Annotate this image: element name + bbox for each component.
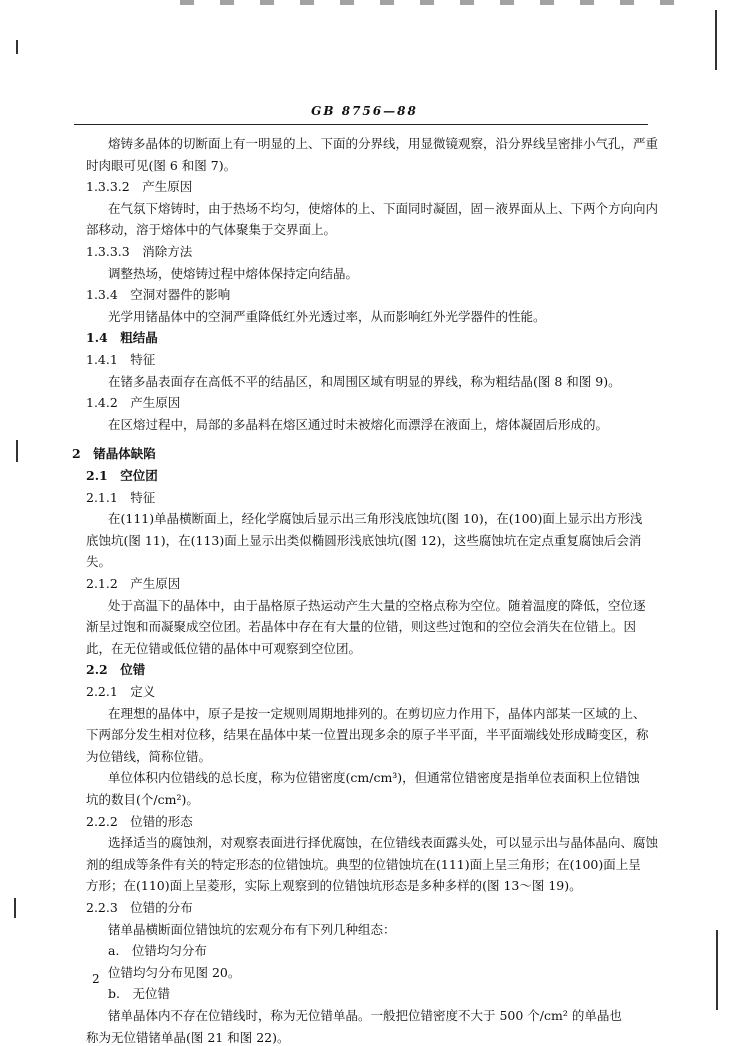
page-number: 2 [92, 972, 100, 986]
header-rule [74, 124, 648, 125]
text-line: 失。 [86, 554, 112, 570]
section-heading: 2.2 位错 [86, 662, 146, 678]
text-line: 在理想的晶体中，原子是按一定规则周期地排列的。在剪切应力作用下，晶体内部某一区域的上、 [108, 705, 646, 721]
text-line: 坑的数目(个/cm²)。 [86, 792, 199, 807]
text-line: 锗单晶横断面位错蚀坑的宏观分布有下列几种组态： [108, 921, 396, 937]
text-line: 锗单晶体内不存在位错线时，称为无位错单晶。一般把位错密度不大于 500 个/cm² 的单晶也 [108, 1008, 622, 1023]
text-line: 为位错线，简称位错。 [86, 748, 212, 764]
text-line: 2.1.2 产生原因 [86, 576, 181, 591]
text-line: 底蚀坑(图 11)，在(113)面上显示出类似椭圆形浅底蚀坑(图 12)，这些腐蚀坑在定点重复腐蚀后会消 [86, 532, 642, 548]
scan-artifact-top [180, 0, 700, 5]
text-line: 2.2.1 定义 [86, 684, 156, 699]
scan-artifact-left [16, 440, 18, 462]
text-line: 渐呈过饱和而凝聚成空位团。若晶体中存在有大量的位错，则这些过饱和的空位会消失在位错上。因 [86, 619, 637, 635]
text-line: 在(111)单晶横断面上，经化学腐蚀后显示出三角形浅底蚀坑(图 10)，在(100)面上显示出方形浅 [108, 511, 643, 527]
text-line: 时肉眼可见(图 6 和图 7)。 [86, 157, 237, 173]
text-line: 部移动，溶于熔体中的气体聚集于交界面上。 [86, 222, 337, 238]
text-line: 2.1.1 特征 [86, 489, 156, 505]
text-line: 1.3.3.2 产生原因 [86, 179, 193, 195]
text-line: 在区熔过程中，局部的多晶料在熔区通过时未被熔化而漂浮在液面上，熔体凝固后形成的。 [108, 416, 609, 432]
text-line: 光学用锗晶体中的空洞严重降低红外光透过率，从而影响红外光学器件的性能。 [108, 308, 546, 324]
text-line: 方形；在(110)面上呈菱形，实际上观察到的位错蚀坑形态是多种多样的(图 13～图 19)。 [86, 878, 582, 894]
scan-artifact-right [716, 930, 718, 1010]
text-line: 此，在无位错或低位错的晶体中可观察到空位团。 [86, 640, 362, 656]
scan-artifact-left [14, 898, 16, 918]
text-line: 单位体积内位错线的总长度，称为位错密度(cm/cm³)，但通常位错密度是指单位表面积上位错蚀 [108, 770, 640, 786]
text-line: 1.3.4 空洞对器件的影响 [86, 287, 231, 303]
text-line: 选择适当的腐蚀剂，对观察表面进行择优腐蚀，在位错线表面露头处，可以显示出与晶体晶向、腐蚀 [108, 835, 659, 851]
text-line: 位错均匀分布见图 20。 [108, 964, 241, 980]
text-line: 1.4.2 产生原因 [86, 395, 181, 411]
section-heading: 2 锗晶体缺陷 [72, 446, 156, 462]
text-line: 2.2.3 位错的分布 [86, 900, 193, 915]
text-line: 在锗多晶表面存在高低不平的结晶区，和周围区域有明显的界线，称为粗结晶(图 8 和图 9)。 [108, 373, 621, 389]
text-line: 剂的组成等条件有关的特定形态的位错蚀坑。典型的位错蚀坑在(111)面上呈三角形；在(100)面上呈 [86, 856, 641, 872]
scan-artifact-right [715, 10, 717, 70]
text-line: b. 无位错 [108, 986, 170, 1002]
text-line: 处于高温下的晶体中，由于晶格原子热运动产生大量的空格点称为空位。随着温度的降低，空位逐 [108, 597, 646, 613]
text-line: 2.2.2 位错的形态 [86, 813, 193, 829]
text-line: 下两部分发生相对位移，结果在晶体中某一位置出现多余的原子半平面，半平面端线处形成畸变区，称 [86, 727, 649, 743]
text-line: 在气氛下熔铸时，由于热场不均匀，使熔体的上、下面同时凝固，固－液界面从上、下两个方向向内 [108, 200, 659, 216]
text-line: 1.3.3.3 消除方法 [86, 244, 193, 259]
section-heading: 2.1 空位团 [86, 468, 158, 483]
text-line: a. 位错均匀分布 [108, 943, 207, 959]
scan-artifact-left [16, 40, 18, 54]
text-line: 1.4.1 特征 [86, 352, 156, 367]
text-line: 称为无位错锗单晶(图 21 和图 22)。 [86, 1029, 290, 1045]
page-header: GB 8756—88 [311, 104, 418, 118]
text-line: 熔铸多晶体的切断面上有一明显的上、下面的分界线，用显微镜观察，沿分界线呈密排小气孔，严重 [108, 136, 659, 151]
text-line: 调整热场，使熔铸过程中熔体保持定向结晶。 [108, 265, 359, 281]
section-heading: 1.4 粗结晶 [86, 330, 158, 346]
